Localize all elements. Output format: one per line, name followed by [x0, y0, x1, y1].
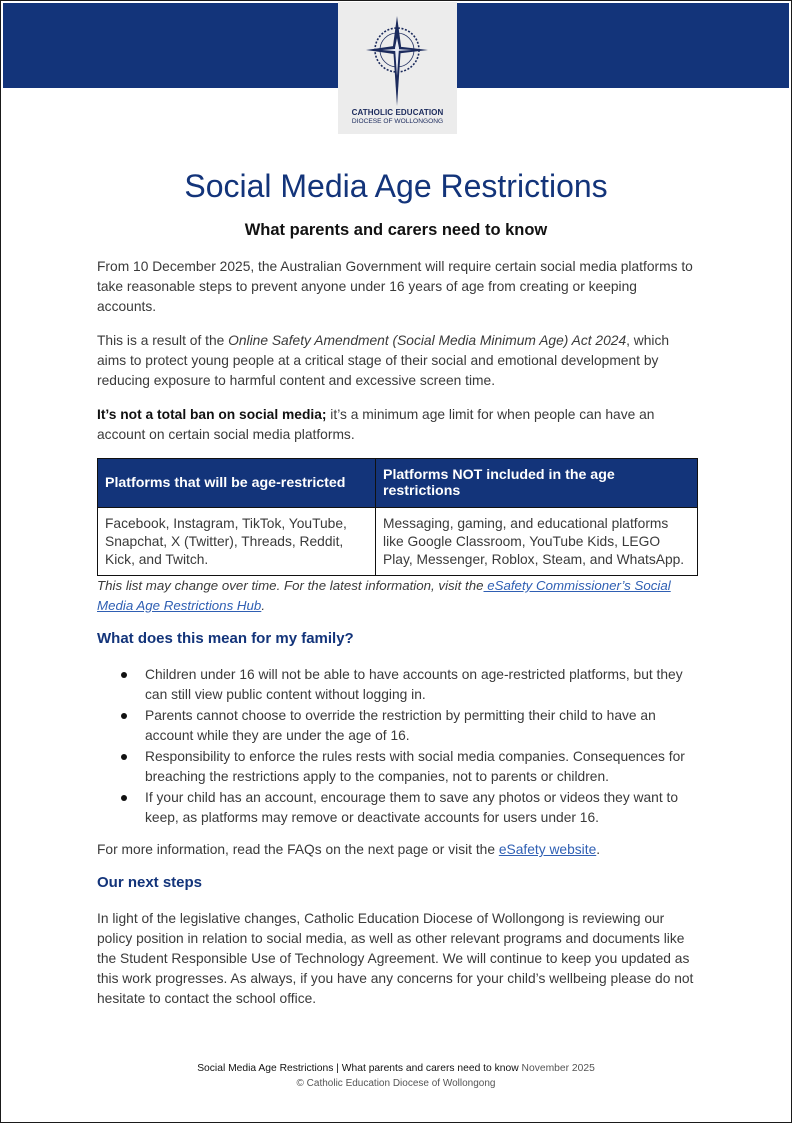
act-text-after: , which aims to protect young people at a critical stage of their social and emotional development by reducing exposure to harmful content and excessive screen time.	[97, 333, 670, 388]
bullet-text: If your child has an account, encourage them to save any photos or videos they want to keep, as platforms may remove or deactivate accounts for users under 16.	[145, 790, 679, 825]
act-text-before: This is a result of the	[97, 333, 229, 348]
table-cell-not-included: Messaging, gaming, and educational platforms like Google Classroom, YouTube Kids, LEGO Play, Messenger, Roblox, Steam, and WhatsApp.	[376, 508, 698, 576]
table-header-not-included: Platforms NOT included in the age restrictions	[376, 459, 698, 508]
esafety-hub-link[interactable]: eSafety Commissioner’s Social Media Age Restrictions Hub	[97, 578, 671, 613]
list-item	[97, 706, 699, 746]
next-steps-paragraph: In light of the legislative changes, Catholic Education Diocese of Wollongong is reviewing our policy position in relation to social media, as well as other relevant programs and documents like the Student Responsible Use of Technology Agreement. We will continue to keep you updated as this work progresses. As always, if you have any concerns for your child’s wellbeing please do not hesitate to contact the school office.	[97, 911, 694, 1006]
logo	[338, 2, 457, 134]
note-text: This list may change over time. For the latest information, visit the	[97, 578, 484, 593]
bullet-dot	[121, 672, 127, 678]
logo-title: CATHOLIC EDUCATION	[351, 108, 444, 117]
logo-subtitle: DIOCESE OF WOLLONGONG	[351, 118, 444, 125]
act-paragraph	[97, 331, 699, 391]
bullet-text: Children under 16 will not be able to have accounts on age-restricted platforms, but they can still view public content without logging in.	[145, 667, 683, 702]
footer-date: November 2025	[518, 1063, 595, 1074]
intro-paragraph: From 10 December 2025, the Australian Government will require certain social media platforms to take reasonable steps to prevent anyone under 16 years of age from creating or keeping accounts.	[97, 259, 693, 314]
footer-doc-title: Social Media Age Restrictions | What parents and carers need to know	[197, 1063, 519, 1074]
cross-star-icon	[362, 16, 432, 108]
list-item	[97, 788, 699, 828]
list-item	[97, 747, 699, 787]
bullet-dot	[121, 795, 127, 801]
footer-line	[0, 1063, 792, 1074]
bullet-text: Parents cannot choose to override the restriction by permitting their child to have an account while they are under the age of 16.	[145, 708, 656, 743]
list-change-note	[97, 576, 699, 616]
next-steps-heading: Our next steps	[97, 874, 203, 891]
not-ban-bold: It’s not a total ban on social media;	[97, 407, 327, 422]
page-title: Social Media Age Restrictions	[184, 168, 608, 204]
table-cell-restricted: Facebook, Instagram, TikTok, YouTube, Snapchat, X (Twitter), Threads, Reddit, Kick, and Twitch.	[98, 508, 376, 576]
esafety-website-link[interactable]: eSafety website	[498, 842, 597, 857]
page-subtitle: What parents and carers need to know	[244, 221, 548, 239]
more-info-paragraph	[97, 840, 699, 860]
table-header-restricted: Platforms that will be age-restricted	[98, 459, 376, 508]
family-heading: What does this mean for my family?	[97, 630, 354, 647]
table-header-row	[98, 459, 698, 508]
footer-copyright: © Catholic Education Diocese of Wollongong	[296, 1078, 496, 1089]
more-info-text: For more information, read the FAQs on the next page or visit the	[97, 842, 499, 857]
table-row	[98, 508, 698, 576]
family-bullet-list	[97, 665, 699, 829]
list-item	[97, 665, 699, 705]
more-info-end: .	[596, 842, 601, 857]
not-ban-rest: it’s a minimum age limit for when people can have an account on certain social media platforms.	[97, 407, 655, 442]
bullet-text: Responsibility to enforce the rules rests with social media companies. Consequences for breaching the restrictions apply to the companies, not to parents or children.	[145, 749, 685, 784]
note-end: .	[261, 598, 266, 613]
act-name: Online Safety Amendment (Social Media Minimum Age) Act 2024	[228, 333, 627, 348]
bullet-dot	[121, 754, 127, 760]
not-ban-paragraph	[97, 405, 699, 445]
bullet-dot	[121, 713, 127, 719]
platforms-table	[97, 458, 698, 576]
